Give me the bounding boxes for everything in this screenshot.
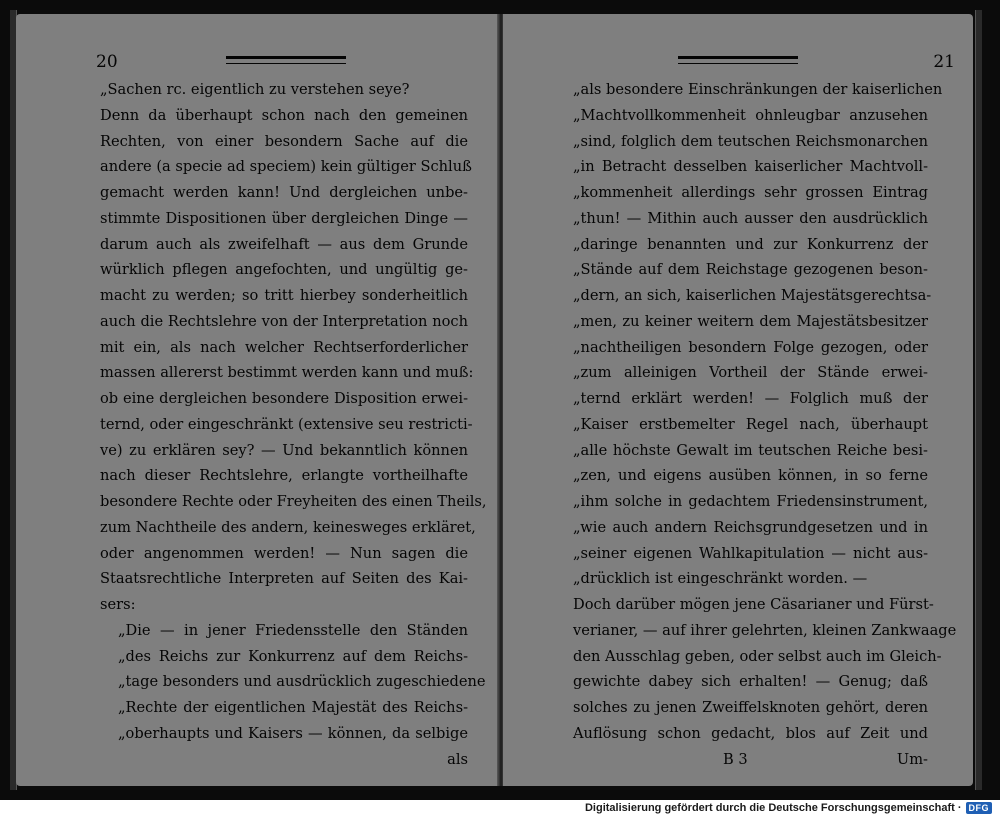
left-header-rule	[226, 56, 346, 64]
left_page-line: ternd, oder eingeschränkt (extensive seu restricti-	[100, 415, 473, 433]
left_page-line: massen allererst bestimmt werden kann und muß:	[100, 364, 474, 382]
catchword: Um-	[896, 750, 928, 768]
left_page-line: besondere Rechte oder Freyheiten des einen Theils,	[100, 493, 487, 510]
left_page-line: „Sachen rc. eigentlich zu verstehen seye?	[100, 81, 410, 98]
right_page-line: „als besondere Einschränkungen der kaiserlichen	[573, 81, 943, 98]
right_page-line: „in Betracht desselben kaiserlicher Machtvoll-	[573, 158, 928, 176]
right_page-line: „ternd erklärt werden! — Folglich muß der	[573, 390, 928, 407]
signature-line	[573, 747, 928, 773]
right_page-line: „sind, folglich dem teutschen Reichsmonarchen	[573, 132, 928, 150]
left_page-line: Staatsrechtliche Interpreten auf Seiten des Kai-	[100, 570, 468, 588]
right_page-line: „zen, und eigens ausüben können, in so ferne	[573, 467, 928, 485]
right-header-rule	[678, 56, 798, 64]
left-page	[16, 14, 498, 786]
left_page-line: sers:	[100, 596, 136, 613]
left_page-line: macht zu werden; so tritt hierbey sonderheitlich	[100, 287, 468, 304]
right_page-line: verianer, — auf ihrer gelehrten, kleinen Zankwaage	[573, 621, 957, 639]
right_page-line: „kommenheit allerdings sehr grossen Eintrag	[573, 184, 928, 201]
left-page-header	[16, 52, 498, 76]
left_page-line: ob eine dergleichen besondere Disposition erwei-	[100, 390, 468, 407]
digitization-credit	[585, 802, 992, 814]
right_page-line: Auflösung schon gedacht, blos auf Zeit und	[573, 724, 928, 742]
left_page-line: Rechten, von einer besondern Sache auf die	[100, 132, 468, 150]
right_page-line: „drücklich ist eingeschränkt worden. —	[573, 570, 868, 588]
right_page-line: „thun! — Mithin auch ausser den ausdrücklich	[573, 209, 928, 227]
dfg-logo: DFG	[966, 802, 993, 814]
right_page-line: solches zu jenen Zweiffelsknoten gehört, deren	[573, 699, 928, 716]
right_page-line: „wie auch andern Reichsgrundgesetzen und in	[573, 518, 928, 536]
left_page-line: nach dieser Rechtslehre, erlangte vortheilhafte	[100, 467, 468, 485]
left_page-line: darum auch als zweifelhaft — aus dem Grunde	[100, 235, 468, 253]
right_page-line: „men, zu keiner weitern dem Majestätsbesitzer	[573, 312, 928, 330]
right-page	[503, 14, 973, 786]
left_page-line: würklich pflegen angefochten, und ungültig ge-	[100, 261, 468, 279]
left_page-line: andere (a specie ad speciem) kein gültiger Schluß	[100, 158, 472, 176]
left_page-line: zum Nachtheile des andern, keinesweges erkläret,	[100, 518, 476, 536]
right_page-line: „Stände auf dem Reichstage gezogenen beson-	[573, 261, 928, 279]
right_page-line: „seiner eigenen Wahlkapitulation — nicht aus-	[573, 544, 928, 562]
right-page-header	[503, 52, 973, 76]
right_page-line: gewichte dabey sich erhalten! — Genug; daß	[573, 673, 928, 691]
right-page-text	[573, 77, 957, 772]
left_page-line: stimmte Dispositionen über dergleichen Dinge —	[100, 209, 468, 227]
left_page-line: „Die — in jener Friedensstelle den Ständen	[118, 621, 468, 639]
left_page-line: ve) zu erklären sey? — Und bekanntlich können	[100, 441, 468, 459]
left_page-line: gemacht werden kann! Und dergleichen unbe-	[100, 184, 468, 201]
right_page-line: „Kaiser erstbemelter Regel nach, überhaupt	[573, 415, 928, 433]
book-edge-right	[975, 10, 982, 790]
left_page-line: „Rechte der eigentlichen Majestät des Reichs-	[118, 699, 468, 716]
left_page-line: als	[447, 750, 468, 768]
left_page-line: „des Reichs zur Konkurrenz auf dem Reichs-	[118, 647, 468, 665]
footer-bar	[0, 800, 1000, 818]
right_page-line: „daringe benannten und zur Konkurrenz der	[573, 235, 928, 253]
right_page-line: „dern, an sich, kaiserlichen Majestätsgerechtsa-	[573, 287, 932, 304]
right-page-number: 21	[933, 52, 955, 72]
right_page-line: „alle höchste Gewalt im teutschen Reiche besi-	[573, 441, 928, 459]
left-page-text	[100, 77, 487, 772]
right_page-line: Doch darüber mögen jene Cäsarianer und Fürst-	[573, 596, 934, 613]
left_page-line: „tage besonders und ausdrücklich zugeschiedene	[118, 673, 486, 691]
right_page-line: „Machtvollkommenheit ohnleugbar anzusehen	[573, 106, 928, 124]
credit-text: Digitalisierung gefördert durch die Deutsche Forschungsgemeinschaft ·	[584, 802, 962, 814]
left-page-number: 20	[96, 52, 118, 72]
left_page-line: Denn da überhaupt schon nach den gemeinen	[100, 106, 468, 124]
right_page-line: „ihm solche in gedachtem Friedensinstrument,	[573, 493, 928, 510]
left_page-line: mit ein, als nach welcher Rechtserforderlicher	[100, 338, 468, 356]
signature-mark: B 3	[723, 750, 748, 768]
left_page-line: oder angenommen werden! — Nun sagen die	[100, 544, 468, 562]
left_page-line: auch die Rechtslehre von der Interpretation noch	[100, 312, 468, 330]
left_page-line: „oberhaupts und Kaisers — können, da selbige	[118, 724, 468, 742]
right_page-line: „zum alleinigen Vortheil der Stände erwei-	[573, 364, 928, 382]
right_page-line: „nachtheiligen besondern Folge gezogen, oder	[573, 338, 928, 356]
right_page-line: den Ausschlag geben, oder selbst auch im Gleich-	[573, 647, 942, 665]
